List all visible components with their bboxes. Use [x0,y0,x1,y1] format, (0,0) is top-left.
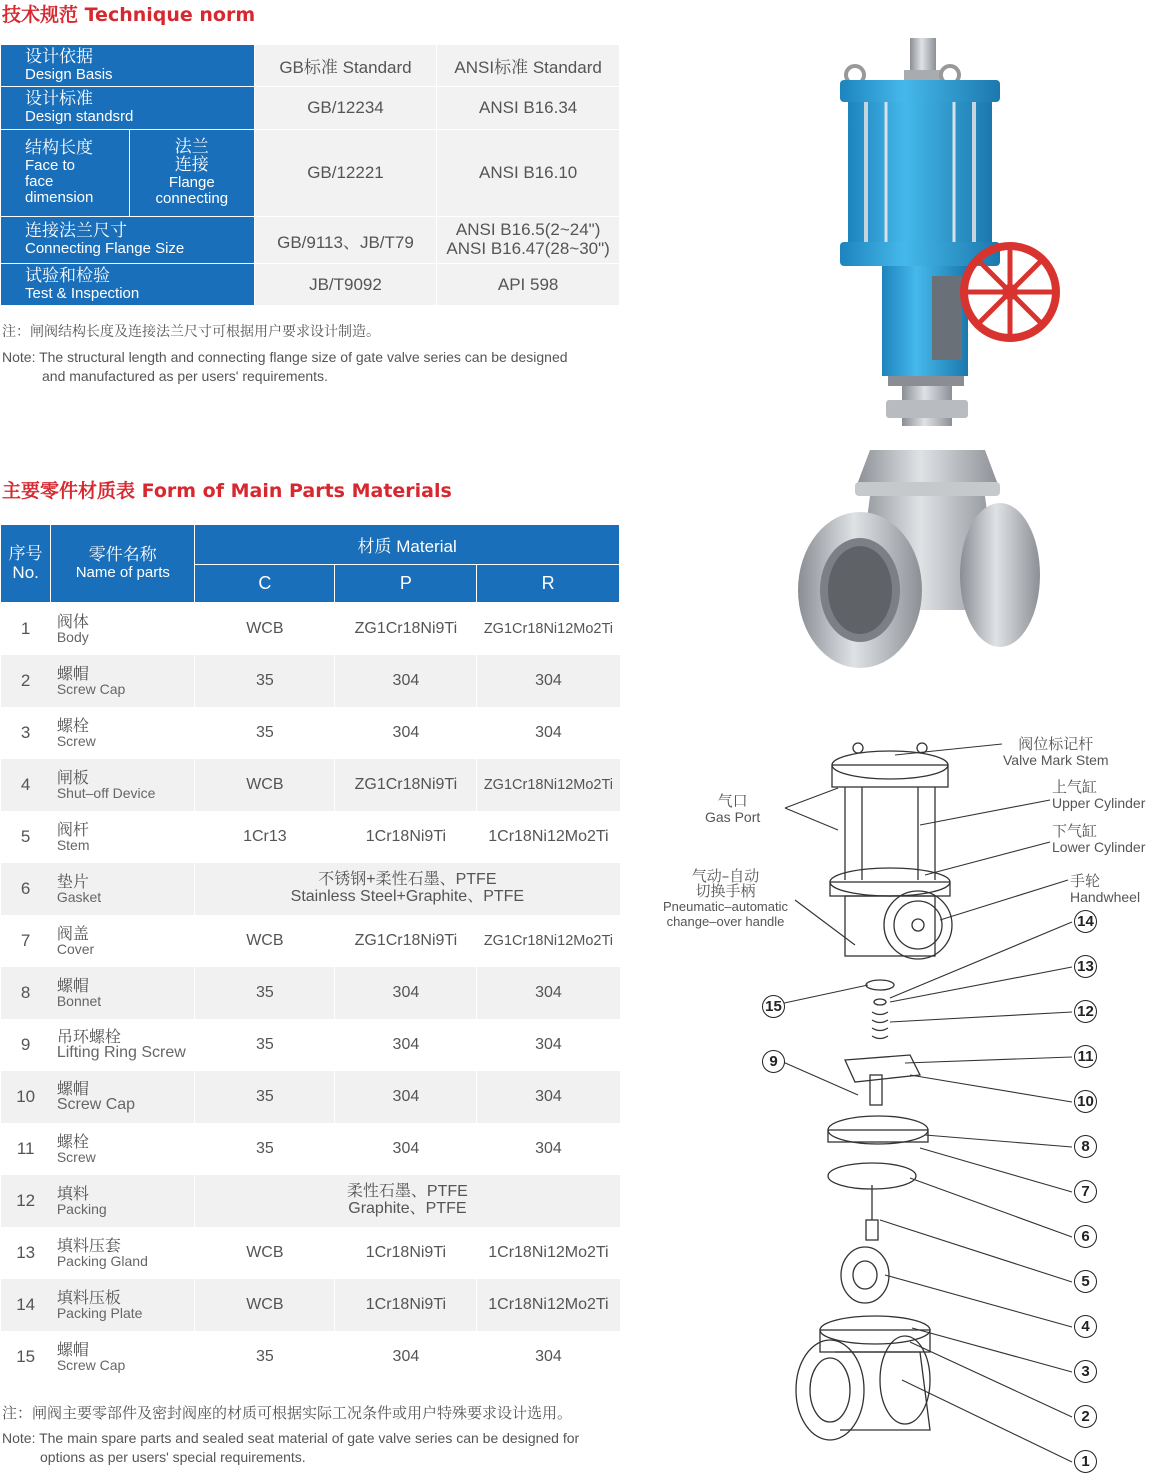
row-label-zh: 试验和检验 [25,265,110,286]
label-en: Valve Mark Stem [1003,752,1109,768]
callout-5: 5 [1074,1270,1097,1293]
part-name [51,1279,195,1331]
tech-value: ANSI B16.34 [437,87,620,130]
part-name-en: Screw Cap [56,1096,136,1113]
table-row [1,967,620,1019]
table-row [1,1331,620,1383]
label-zh: 切换手柄 [695,882,756,900]
part-name [51,967,195,1019]
part-material-r: 304 [477,707,620,759]
label-valve-mark-stem [1003,736,1109,768]
callout-6: 6 [1074,1225,1097,1248]
part-material-c: 35 [195,1019,335,1071]
tech-row [1,45,620,87]
row-label-zh: 设计依据 [25,46,93,67]
label-lower-cylinder [1052,823,1145,855]
tech-value: GB/12234 [254,87,437,130]
tech-row [1,87,620,130]
tech-row [1,217,620,264]
part-material-p: 1Cr18Ni9Ti [335,1279,477,1331]
label-zh: 阀位标记杆 [1018,735,1094,753]
row-label-en: Design Basis [25,65,113,83]
part-material-p: 304 [335,707,477,759]
part-name-zh: 螺帽 [56,664,89,683]
part-material-r: 304 [477,655,620,707]
part-name-en: Screw Cap [56,1357,126,1373]
parts-note-en-2: options as per users' special requirements. [40,1449,306,1465]
part-name [51,811,195,863]
tech-head-cell [1,130,130,217]
label-zh: 气口 [717,792,748,810]
tech-row [1,264,620,306]
callout-2: 2 [1074,1405,1097,1428]
part-material-r: 304 [477,1019,620,1071]
part-material-p: 1Cr18Ni9Ti [335,1227,477,1279]
label-en: Pneumatic–automatic [662,899,788,914]
tech-head-cell [1,217,255,264]
table-row [1,707,620,759]
part-material-r: ZG1Cr18Ni12Mo2Ti [477,759,620,811]
part-name-en: Packing Gland [56,1253,148,1269]
part-material-c: WCB [195,915,335,967]
label-en: Lower Cylinder [1052,839,1146,855]
part-no: 13 [16,1243,36,1262]
part-name-zh: 吊环螺栓 [56,1027,121,1046]
part-no: 7 [20,931,31,950]
part-material-r: 1Cr18Ni12Mo2Ti [477,811,620,863]
label-en: change–over handle [666,914,785,929]
parts-header-row [1,525,620,565]
part-material-p: 304 [335,1071,477,1123]
callout-7: 7 [1074,1180,1097,1203]
tech-value: API 598 [437,264,620,306]
technique-note-zh: 注：闸阀结构长度及连接法兰尺寸可根据用户要求设计制造。 [2,324,380,340]
part-no: 5 [20,827,31,846]
part-name-zh: 填料压板 [56,1288,121,1307]
row-label-en: Test & Inspection [25,284,140,302]
label-zh: 上气缸 [1052,778,1098,796]
tech-value: JB/T9092 [254,264,437,306]
technique-table [0,44,620,306]
part-name [51,759,195,811]
callout-9: 9 [762,1050,785,1073]
row-label-zh: 结构长度 [25,138,93,159]
part-no: 6 [1,863,51,915]
part-material-c: 35 [195,1123,335,1175]
row-sublabel-en: Flange connecting [155,174,229,207]
part-no: 2 [1,655,51,707]
header-material: 材质 Material [195,525,620,565]
table-row [1,1071,620,1123]
tech-value: GB/12221 [254,130,437,217]
technique-note-en-2: and manufactured as per users' requirements. [42,368,328,384]
part-material-c: WCB [195,1279,335,1331]
label-zh: 下气缸 [1052,822,1098,840]
row-label-zh: 设计标准 [25,89,93,110]
part-no: 10 [1,1071,51,1123]
callout-3: 3 [1074,1360,1097,1383]
part-name [51,655,195,707]
tech-subhead-cell [129,130,254,217]
part-material-c: 35 [195,707,335,759]
callout-11: 11 [1074,1045,1097,1068]
table-row [1,1123,620,1175]
part-name-en: Screw Cap [56,681,126,697]
tech-value: ANSI标准 Standard [437,45,620,87]
valve-photo [640,30,1150,670]
label-zh: 气动–自动 [691,867,760,885]
part-material-c: 35 [195,655,335,707]
part-name-en: Gasket [56,889,102,905]
part-material-c: 35 [195,967,335,1019]
part-material-merged [195,863,620,915]
parts-note-en: Note: The main spare parts and sealed seat material of gate valve series can be designed for [2,1430,580,1446]
row-label-en: Design standsrd [25,108,134,126]
label-handwheel [1070,873,1140,905]
part-material-p: 304 [335,1123,477,1175]
callout-15: 15 [762,995,785,1018]
part-name-zh: 阀盖 [56,924,89,943]
part-material-merged [195,1175,620,1227]
part-no: 11 [16,1139,35,1158]
part-name-zh: 螺帽 [56,1079,89,1098]
table-row [1,1227,620,1279]
part-no: 12 [1,1175,51,1227]
part-material-p: 304 [335,1331,477,1383]
row-label-zh: 连接法兰尺寸 [25,221,127,242]
part-material-r: 304 [477,1331,620,1383]
part-name-en: Packing [56,1201,107,1217]
part-name [51,1123,195,1175]
table-row [1,603,620,656]
table-row [1,915,620,967]
part-name-zh: 螺帽 [56,976,89,995]
tech-value-line: ANSI B16.47(28~30") [446,239,610,258]
part-name-en: Cover [56,941,95,957]
part-material-p: ZG1Cr18Ni9Ti [335,603,477,656]
part-name [51,863,195,915]
table-row [1,759,620,811]
part-name [51,1175,195,1227]
part-name [51,1071,195,1123]
header-r: R [477,565,620,603]
technique-title: 技术规范 Technique norm [2,4,256,26]
part-name-zh: 填料压套 [56,1236,121,1255]
material-zh: 不锈钢+柔性石墨、PTFE [318,871,497,889]
part-no: 4 [1,759,51,811]
part-name-en: Screw [56,733,96,749]
part-no: 3 [20,723,31,742]
part-no: 8 [1,967,51,1019]
part-name-zh: 阀体 [56,612,89,631]
part-name [51,707,195,759]
part-material-r: 304 [477,1123,620,1175]
header-c: C [195,565,335,603]
material-en: Stainless Steel+Graphite、PTFE [290,888,525,905]
part-no: 1 [20,619,31,638]
callout-13: 13 [1074,955,1097,978]
label-en: Upper Cylinder [1052,795,1146,811]
part-name-en: Body [56,629,89,645]
table-row [1,1019,620,1071]
label-upper-cylinder [1052,779,1145,811]
part-name-zh: 螺栓 [56,716,89,735]
parts-title: 主要零件材质表 Form of Main Parts Materials [2,480,452,502]
header-name [51,525,195,603]
tech-head-cell [1,45,255,87]
header-no-zh: 序号 [8,543,43,564]
parts-note-zh: 注：闸阀主要零部件及密封阀座的材质可根据实际工况条件或用户特殊要求设计选用。 [2,1404,573,1422]
table-row [1,863,620,915]
part-name-zh: 阀杆 [56,820,89,839]
callout-4: 4 [1074,1315,1097,1338]
part-name-en: Stem [56,837,90,853]
header-no-en: No. [12,562,39,582]
part-name [51,1227,195,1279]
table-row [1,1175,620,1227]
tech-head-cell [1,264,255,306]
part-no: 15 [16,1347,36,1366]
callout-10: 10 [1074,1090,1097,1113]
part-material-c: WCB [195,759,335,811]
label-zh: 手轮 [1070,872,1101,890]
tech-row [1,130,620,217]
part-no: 14 [1,1279,51,1331]
callout-1: 1 [1074,1450,1097,1473]
table-row [1,655,620,707]
part-name-en: Shut–off Device [56,785,156,801]
part-name-en: Screw [56,1149,96,1165]
part-material-r: 304 [477,1071,620,1123]
tech-head-cell [1,87,255,130]
part-material-p: 304 [335,655,477,707]
part-material-p: ZG1Cr18Ni9Ti [335,915,477,967]
callout-12: 12 [1074,1000,1097,1023]
part-material-c: WCB [195,603,335,656]
material-zh: 柔性石墨、PTFE [346,1183,468,1201]
technique-note-en: Note: The structural length and connecting flange size of gate valve series can be designed [2,349,568,365]
part-name [51,603,195,656]
callout-8: 8 [1074,1135,1097,1158]
tech-value-line: ANSI B16.5(2~24") [455,220,601,240]
part-material-c: 35 [195,1071,335,1123]
row-label-en: Face to face dimension [25,157,94,206]
header-name-zh: 零件名称 [88,544,157,565]
part-name-en: Bonnet [56,993,102,1009]
part-material-p: ZG1Cr18Ni9Ti [335,759,477,811]
part-material-c: 1Cr13 [195,811,335,863]
part-name [51,1331,195,1383]
part-name-en: Packing Plate [56,1305,143,1321]
header-p: P [335,565,477,603]
tech-value: ANSI B16.10 [437,130,620,217]
table-row [1,1279,620,1331]
part-material-r: ZG1Cr18Ni12Mo2Ti [477,603,620,656]
part-name [51,915,195,967]
label-en: Gas Port [705,809,761,825]
tech-value: GB标准 Standard [254,45,437,87]
part-name-zh: 螺栓 [56,1132,89,1151]
table-row [1,811,620,863]
parts-body [1,603,620,1384]
part-material-c: WCB [195,1227,335,1279]
part-material-p: 304 [335,967,477,1019]
part-material-r: ZG1Cr18Ni12Mo2Ti [477,915,620,967]
part-name [51,1019,195,1071]
tech-value: GB/9113、JB/T79 [254,217,437,264]
part-name-zh: 垫片 [56,872,89,891]
label-en: Handwheel [1070,889,1141,905]
material-en: Graphite、PTFE [348,1200,467,1217]
row-sublabel-zh: 法兰连接 [174,137,209,176]
part-name-zh: 闸板 [56,768,89,787]
tech-value [437,217,620,264]
part-material-r: 1Cr18Ni12Mo2Ti [477,1227,620,1279]
label-gas-port [705,793,760,825]
part-material-p: 1Cr18Ni9Ti [335,811,477,863]
callout-14: 14 [1074,910,1097,933]
part-no: 9 [20,1035,31,1054]
label-changeover-handle [658,869,793,929]
part-name-en: Lifting Ring Screw [56,1044,186,1061]
part-name-zh: 螺帽 [56,1340,89,1359]
part-material-r: 304 [477,967,620,1019]
part-material-p: 304 [335,1019,477,1071]
row-label-en: Connecting Flange Size [25,240,185,258]
part-material-r: 1Cr18Ni12Mo2Ti [477,1279,620,1331]
parts-table [0,524,620,1383]
header-name-en: Name of parts [75,563,170,581]
header-no [1,525,51,603]
part-material-c: 35 [195,1331,335,1383]
part-name-zh: 填料 [56,1184,89,1203]
